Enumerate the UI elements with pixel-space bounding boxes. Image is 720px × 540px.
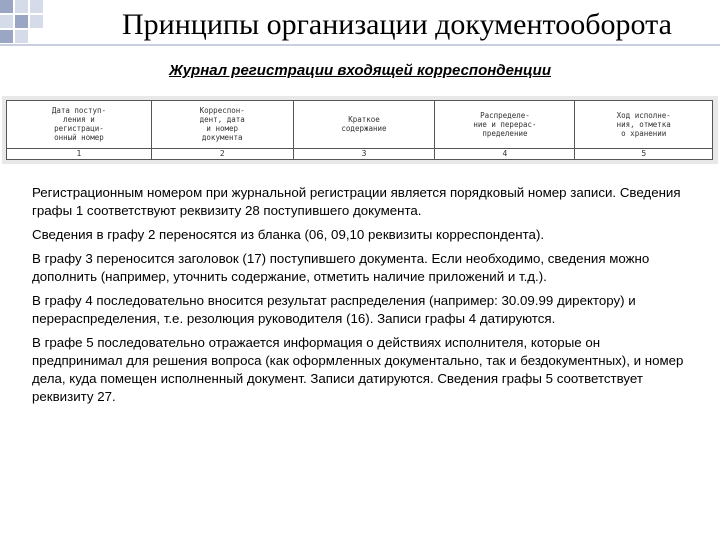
journal-header-cell: Дата поступ- ления и регистраци- онный номер <box>7 101 152 149</box>
page-title: Принципы организации документооборота <box>122 8 672 41</box>
journal-header-cell: Распределе- ние и перерас- пределение <box>435 101 575 149</box>
journal-number-cell: 2 <box>151 148 293 159</box>
body-text <box>32 184 692 412</box>
paragraph: Сведения в графу 2 переносятся из бланка (06, 09,10 реквизиты корреспондента). <box>32 227 545 242</box>
journal-table <box>6 100 713 160</box>
journal-header-row <box>7 101 713 149</box>
paragraph: В графе 5 последовательно отражается информация о действиях исполнителя, которые он предпринимал для решения вопроса (как оформленных документально, так и бездокументных), и номер дела, куда помещен исполненный документ. Записи датируются. Сведения графы 5 соответствует реквизиту 27. <box>32 335 684 404</box>
journal-header-cell: Корреспон- дент, дата и номер документа <box>151 101 293 149</box>
journal-number-cell: 4 <box>435 148 575 159</box>
paragraph: В графу 3 переносится заголовок (17) поступившего документа. Если необходимо, сведения можно дополнить (например, уточнить содержание, отметить наличие приложений и т.д.). <box>32 251 650 284</box>
journal-number-row <box>7 148 713 159</box>
paragraph: В графу 4 последовательно вносится результат распределения (например: 30.09.99 директору) и перераспределения, т.е. резолюция руководителя (16). Записи графы 4 датируются. <box>32 293 636 326</box>
journal-header-cell: Краткое содержание <box>293 101 435 149</box>
journal-number-cell: 3 <box>293 148 435 159</box>
decorative-squares <box>0 0 60 46</box>
title-divider <box>0 44 720 46</box>
journal-header-cell: Ход исполне- ния, отметка о хранении <box>575 101 713 149</box>
journal-table-image <box>2 96 718 164</box>
paragraph: Регистрационным номером при журнальной регистрации является порядковый номер записи. Сведения графы 1 соответствуют реквизиту 28 поступившего документа. <box>32 185 681 218</box>
journal-number-cell: 1 <box>7 148 152 159</box>
page-subtitle: Журнал регистрации входящей корреспонденции <box>169 62 551 79</box>
journal-number-cell: 5 <box>575 148 713 159</box>
